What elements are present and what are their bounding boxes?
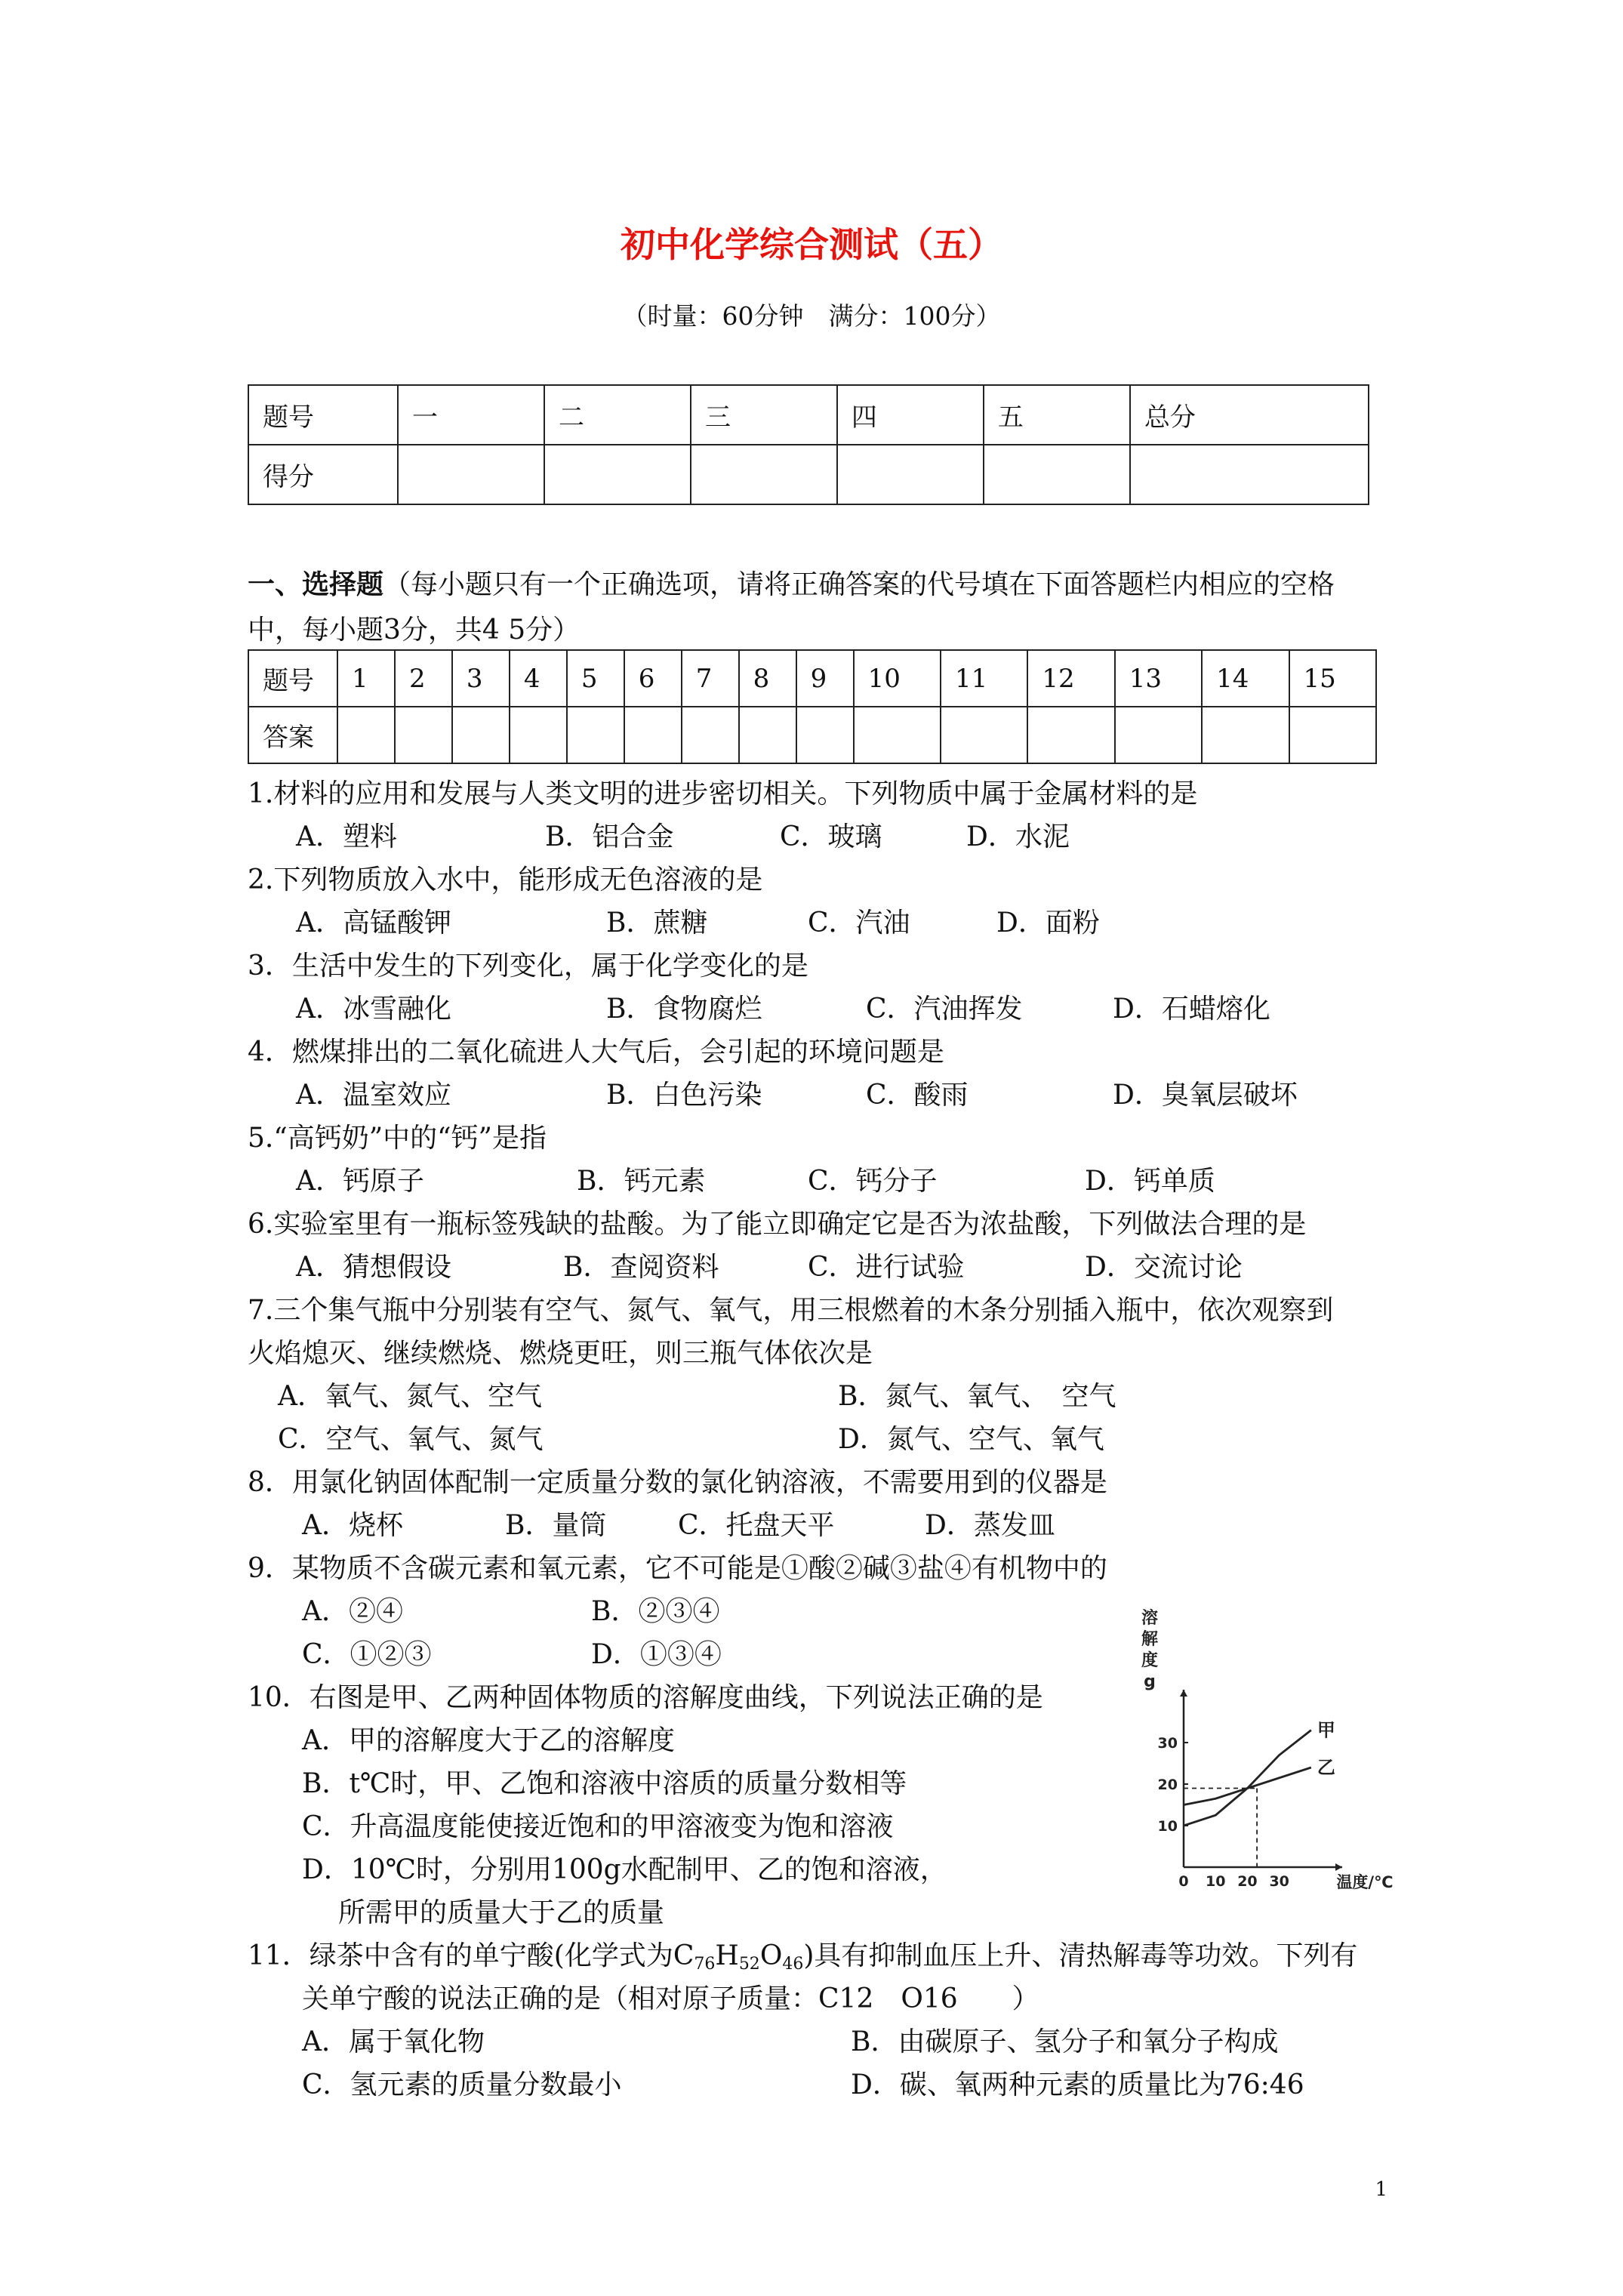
x-tick-label: 30	[1269, 1873, 1289, 1890]
q11-stem-post: )具有抑制血压上升、清热解毒等功效。下列有	[803, 1940, 1358, 1971]
y-axis-label-char: 度	[1141, 1651, 1159, 1670]
y-axis-label-char: 溶	[1141, 1609, 1159, 1628]
q1-option-c: C．玻璃	[780, 821, 882, 852]
q5-option-a: A．钙原子	[296, 1166, 424, 1197]
q11-option-d: D．碳、氧两种元素的质量比为76:46	[851, 2069, 1304, 2100]
answer-input-cell[interactable]	[624, 707, 682, 763]
q7-option-c: C．空气、氧气、氮气	[278, 1424, 544, 1455]
y-axis-label-char: g	[1144, 1672, 1156, 1691]
solubility-chart	[1138, 1607, 1394, 1894]
answer-input-cell[interactable]	[1289, 707, 1376, 763]
answer-input-cell[interactable]	[567, 707, 624, 763]
q11-stem-line2: 关单宁酸的说法正确的是（相对原子质量：C12 O16 ）	[302, 1983, 1039, 2014]
y-tick-label: 20	[1157, 1777, 1178, 1793]
series-line-jia	[1184, 1730, 1311, 1826]
chart-labels	[1141, 1608, 1394, 1891]
score-table-score-row	[248, 445, 1369, 504]
question-number-cell: 13	[1115, 650, 1202, 707]
q10-option-d-line2: 所需甲的质量大于乙的质量	[338, 1897, 665, 1928]
section1-heading: 一、选择题	[248, 569, 384, 600]
series-label: 甲	[1317, 1719, 1335, 1741]
q9-stem: 9．某物质不含碳元素和氧元素，它不可能是①酸②碱③盐④有机物中的	[248, 1553, 1107, 1584]
q7-option-d: D．氮气、空气、氧气	[838, 1424, 1104, 1455]
question-number-cell: 6	[624, 650, 682, 707]
q9-option-a: A．②④	[302, 1596, 403, 1627]
x-axis-label: 温度/℃	[1336, 1873, 1394, 1891]
q1-option-d: D．水泥	[966, 821, 1070, 852]
q6-option-c: C．进行试验	[808, 1252, 965, 1283]
question-number-cell: 3	[452, 650, 510, 707]
q11-formula-sub-h: 52	[738, 1955, 760, 1974]
page-number: 1	[1375, 2178, 1387, 2201]
y-axis-arrow-icon	[1180, 1690, 1187, 1697]
q8-option-c: C．托盘天平	[678, 1510, 835, 1541]
x-axis-arrow-icon	[1335, 1863, 1342, 1871]
q11-formula-o: O	[759, 1940, 783, 1971]
q10-stem: 10．右图是甲、乙两种固体物质的溶解度曲线，下列说法正确的是	[248, 1682, 1043, 1713]
y-axis-label-char: 解	[1141, 1630, 1159, 1649]
answer-table-number-row	[248, 650, 1376, 707]
answer-input-cell[interactable]	[1202, 707, 1289, 763]
q7-option-b: B．氮气、氧气、 空气	[838, 1381, 1116, 1412]
section1-heading-line	[248, 568, 1335, 602]
score-cell: 题号	[248, 385, 398, 445]
x-tick-label: 10	[1205, 1873, 1226, 1890]
q8-stem: 8．用氯化钠固体配制一定质量分数的氯化钠溶液，不需要用到的仪器是	[248, 1467, 1107, 1498]
answer-table	[248, 649, 1377, 764]
answer-input-cell[interactable]	[337, 707, 395, 763]
section1-instructions-a: （每小题只有一个正确选项，请将正确答案的代号填在下面答题栏内相应的空格	[383, 569, 1335, 600]
score-cell: 一	[398, 385, 544, 445]
question-number-cell: 11	[941, 650, 1027, 707]
answer-input-cell[interactable]	[854, 707, 941, 763]
y-tick-label: 10	[1157, 1818, 1178, 1835]
q4-option-b: B．白色污染	[606, 1080, 762, 1111]
score-cell: 总分	[1130, 385, 1369, 445]
q5-stem: 5.“高钙奶”中的“钙”是指	[248, 1123, 547, 1154]
q4-option-a: A．温室效应	[296, 1080, 451, 1111]
answer-row-label: 答案	[248, 707, 337, 763]
x-tick-label: 20	[1237, 1873, 1258, 1890]
page-title: 初中化学综合测试（五）	[621, 224, 1002, 265]
q3-option-b: B．食物腐烂	[606, 994, 762, 1025]
question-number-cell: 4	[510, 650, 567, 707]
chart-series	[1184, 1730, 1311, 1868]
score-row-label: 得分	[248, 445, 398, 504]
q2-option-a: A．高锰酸钾	[296, 908, 451, 938]
series-label: 乙	[1317, 1757, 1335, 1778]
q11-stem-pre: 11．绿茶中含有的单宁酸(化学式为C	[248, 1940, 694, 1971]
question-number-cell: 15	[1289, 650, 1376, 707]
score-input-cell[interactable]	[837, 445, 984, 504]
score-cell: 四	[837, 385, 984, 445]
q4-option-c: C．酸雨	[866, 1080, 969, 1111]
score-input-cell[interactable]	[1130, 445, 1369, 504]
q11-formula-sub-o: 46	[782, 1955, 804, 1974]
question-number-cell: 5	[567, 650, 624, 707]
q10-option-d-line1: D．10℃时，分别用100g水配制甲、乙的饱和溶液，	[302, 1854, 947, 1885]
score-cell: 五	[984, 385, 1130, 445]
question-number-cell: 1	[337, 650, 395, 707]
x-tick-label: 0	[1178, 1873, 1189, 1890]
q7-stem-line1: 7.三个集气瓶中分别装有空气、氮气、氧气，用三根燃着的木条分别插入瓶中，依次观察到	[248, 1295, 1334, 1326]
q4-option-d: D．臭氧层破坏	[1113, 1080, 1298, 1111]
answer-input-cell[interactable]	[1027, 707, 1114, 763]
answer-table-answer-row	[248, 707, 1376, 763]
q3-option-a: A．冰雪融化	[296, 994, 451, 1025]
question-number-cell: 10	[854, 650, 941, 707]
score-input-cell[interactable]	[691, 445, 837, 504]
q2-stem: 2.下列物质放入水中，能形成无色溶液的是	[248, 864, 763, 895]
answer-input-cell[interactable]	[796, 707, 854, 763]
q11-option-a: A．属于氧化物	[302, 2026, 485, 2057]
q7-stem-line2: 火焰熄灭、继续燃烧、燃烧更旺，则三瓶气体依次是	[248, 1338, 873, 1369]
q4-stem: 4．燃煤排出的二氧化硫进人大气后，会引起的环境问题是	[248, 1037, 944, 1068]
q1-stem: 1.材料的应用和发展与人类文明的进步密切相关。下列物质中属于金属材料的是	[248, 778, 1198, 809]
q6-option-b: B．查阅资料	[563, 1252, 719, 1283]
section1-instructions-b: 中，每小题3分，共4 5分）	[248, 615, 581, 646]
q8-option-d: D．蒸发皿	[925, 1510, 1055, 1541]
page-subtitle: （时量：60分钟 满分：100分）	[622, 301, 1001, 331]
score-table-header-row	[248, 385, 1369, 445]
q5-option-d: D．钙单质	[1085, 1166, 1215, 1197]
score-input-cell[interactable]	[984, 445, 1130, 504]
q7-option-a: A．氧气、氮气、空气	[278, 1381, 542, 1412]
q3-option-d: D．石蜡熔化	[1113, 994, 1270, 1025]
q11-formula-h: H	[715, 1940, 739, 1971]
score-cell: 三	[691, 385, 837, 445]
q8-option-a: A．烧杯	[302, 1510, 403, 1541]
score-input-cell[interactable]	[544, 445, 691, 504]
q11-option-c: C．氢元素的质量分数最小	[302, 2069, 622, 2100]
q2-option-d: D．面粉	[996, 908, 1100, 938]
q5-option-b: B．钙元素	[577, 1166, 706, 1197]
q9-option-c: C．①②③	[302, 1639, 432, 1670]
score-cell: 二	[544, 385, 691, 445]
q2-option-b: B．蔗糖	[606, 908, 708, 938]
answer-input-cell[interactable]	[1115, 707, 1202, 763]
q6-stem: 6.实验室里有一瓶标签残缺的盐酸。为了能立即确定它是否为浓盐酸，下列做法合理的是	[248, 1209, 1307, 1240]
answer-input-cell[interactable]	[739, 707, 796, 763]
question-number-cell: 2	[395, 650, 452, 707]
series-line-yi	[1184, 1767, 1311, 1805]
q8-option-b: B．量筒	[505, 1510, 607, 1541]
score-input-cell[interactable]	[398, 445, 544, 504]
q3-option-c: C．汽油挥发	[866, 994, 1023, 1025]
answer-input-cell[interactable]	[452, 707, 510, 763]
q11-option-b: B．由碳原子、氢分子和氧分子构成	[851, 2026, 1279, 2057]
q1-option-b: B．铝合金	[545, 821, 674, 852]
q10-option-b: B．t℃时，甲、乙饱和溶液中溶质的质量分数相等	[302, 1768, 907, 1799]
chart-axes	[1180, 1690, 1342, 1871]
answer-input-cell[interactable]	[395, 707, 452, 763]
question-number-cell: 14	[1202, 650, 1289, 707]
q5-option-c: C．钙分子	[808, 1166, 938, 1197]
q10-option-a: A．甲的溶解度大于乙的溶解度	[302, 1725, 675, 1756]
q10-option-c: C．升高温度能使接近饱和的甲溶液变为饱和溶液	[302, 1811, 894, 1842]
answer-input-cell[interactable]	[510, 707, 567, 763]
q6-option-d: D．交流讨论	[1085, 1252, 1243, 1283]
y-tick-label: 30	[1157, 1735, 1178, 1752]
answer-input-cell[interactable]	[682, 707, 739, 763]
score-table	[248, 384, 1369, 505]
q3-stem: 3．生活中发生的下列变化，属于化学变化的是	[248, 951, 808, 982]
answer-table-header-label: 题号	[248, 650, 337, 707]
question-number-cell: 12	[1027, 650, 1114, 707]
q2-option-c: C．汽油	[808, 908, 910, 938]
q9-option-d: D．①③④	[591, 1639, 722, 1670]
q11-formula-sub-c: 76	[694, 1955, 716, 1974]
q9-option-b: B．②③④	[591, 1596, 720, 1627]
q11-stem-line1	[248, 1940, 1357, 1981]
solubility-chart-svg	[1138, 1607, 1394, 1894]
q1-option-a: A．塑料	[296, 821, 397, 852]
question-number-cell: 8	[739, 650, 796, 707]
q6-option-a: A．猜想假设	[296, 1252, 451, 1283]
question-number-cell: 9	[796, 650, 854, 707]
answer-input-cell[interactable]	[941, 707, 1027, 763]
question-number-cell: 7	[682, 650, 739, 707]
